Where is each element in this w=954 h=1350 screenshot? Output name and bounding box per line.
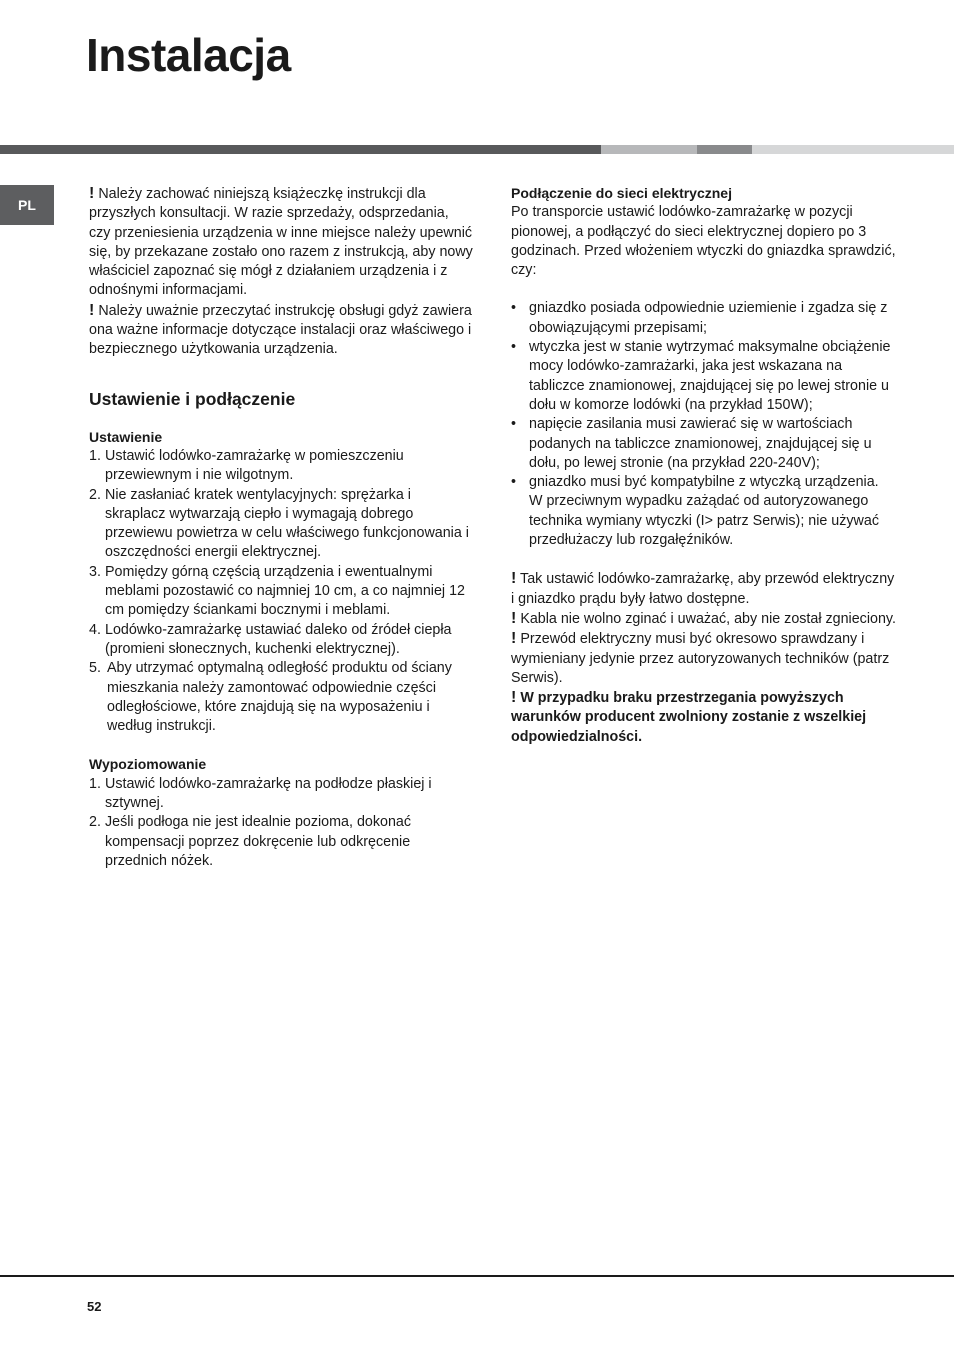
list-item: • gniazdko posiada odpowiednie uziemienie i zgadza się z obowiązującymi przepisami;: [511, 300, 888, 336]
list-item: 2. Nie zasłaniać kratek wentylacyjnych: sprężarka i skraplacz wytwarzają ciepło i wymagają dobrego przewiewu powietrza w celu właściwego funkcjonowania i oszczędności energii elektrycznej.: [89, 486, 469, 561]
list-item: 1. Ustawić lodówko-zamrażarkę w pomieszczeniu przewiewnym i nie wilgotnym.: [89, 447, 404, 484]
electrical-intro: Po transporcie ustawić lodówko-zamrażarkę w pozycji pionowej, a podłączyć do sieci elektrycznej dopiero po 3 godzinach. Przed włożeniem wtyczki do gniazdka sprawdzić, czy:: [511, 204, 896, 279]
electrical-checklist: [511, 299, 896, 550]
page-number: 52: [87, 1299, 102, 1314]
safety-note-2: ! Kabla nie wolno zginać i uważać, aby nie został zgnieciony.: [511, 609, 896, 627]
bullet-continuation: W przeciwnym wypadku zażądać od autoryzowanego technika wymiany wtyczki (I> patrz Serwis); nie używać przedłużaczy lub rozgałęźników.: [529, 493, 879, 549]
page-title: Instalacja: [86, 29, 291, 81]
exclamation-icon: !: [511, 609, 517, 627]
placement-list: [89, 447, 474, 736]
language-tab: PL: [0, 185, 54, 225]
bullet-icon: •: [511, 474, 517, 491]
section-heading: Ustawienie i podłączenie: [89, 388, 296, 409]
placement-heading: Ustawienie: [89, 428, 163, 445]
intro-note-1: ! Należy zachować niniejszą książeczkę instrukcji dla przyszłych konsultacji. W razie sprzedaży, odsprzedania, czy przeniesienia urządzenia w inne miejsce należy upewnić się, by przekazane zostało ono razem z instrukcją, aby nowy właściciel zapoznać się mógł z działaniem urządzenia i z odnośnymi informacjami.: [89, 185, 473, 299]
exclamation-icon: !: [89, 301, 95, 319]
header-bar-dark: [0, 145, 601, 154]
bullet-icon: •: [511, 339, 517, 356]
list-item: • wtyczka jest w stanie wytrzymać maksymalne obciążenie mocy lodówko-zamrażarki, jaka jest wskazana na tabliczce znamionowej, znajdującej się po lewej stronie u dołu w komorze lodówki (na przykład 150W);: [511, 339, 891, 413]
safety-note-3: ! Przewód elektryczny musi być okresowo sprawdzany i wymieniany jedynie przez autoryzowanych techników (patrz Serwis).: [511, 630, 890, 686]
right-column: [511, 184, 896, 747]
header-bar-mid: [697, 145, 752, 154]
list-item: 1. Ustawić lodówko-zamrażarkę na podłodze płaskiej i sztywnej.: [89, 775, 432, 812]
header-bar-pale: [752, 145, 954, 154]
list-item: • napięcie zasilania musi zawierać się w wartościach podanych na tabliczce znamionowej, znajdującej się u dołu, po lewej stronie (na przykład 220-240V);: [511, 416, 872, 471]
exclamation-icon: !: [511, 689, 517, 707]
leveling-list: [89, 775, 474, 871]
bullet-icon: •: [511, 416, 517, 433]
header-bar-light: [601, 145, 697, 154]
exclamation-icon: !: [511, 630, 517, 648]
list-item: 5. Aby utrzymać optymalną odległość produktu od ściany mieszkania należy zamontować odpowiednie części odległościowe, które znajdują się na wyposażeniu i według instrukcji.: [89, 660, 452, 735]
liability-warning: ! W przypadku braku przestrzegania powyższych warunków producent zwolniony zostanie z wszelkiej odpowiedzialności.: [511, 689, 867, 745]
intro-note-2: ! Należy uważnie przeczytać instrukcję obsługi gdyż zawiera ona ważne informacje dotyczące instalacji oraz właściwego i bezpiecznego użytkowania urządzenia.: [89, 301, 472, 358]
electrical-heading: Podłączenie do sieci elektrycznej: [511, 185, 732, 201]
footer-divider: [0, 1275, 954, 1277]
list-item: • gniazdko musi być kompatybilne z wtyczką urządzenia. W przeciwnym wypadku zażądać od autoryzowanego technika wymiany wtyczki (I> patrz Serwis); nie używać przedłużaczy lub rozgałęźników.: [511, 474, 879, 549]
exclamation-icon: !: [89, 185, 95, 202]
list-item: 2. Jeśli podłoga nie jest idealnie pozioma, dokonać kompensacji poprzez dokręcenie lub odkręcenie przednich nóżek.: [89, 814, 411, 869]
bullet-icon: •: [511, 300, 517, 317]
list-item: 4. Lodówko-zamrażarkę ustawiać daleko od źródeł ciepła (promieni słonecznych, kuchenki elektrycznej).: [89, 621, 452, 657]
list-item: 3. Pomiędzy górną częścią urządzenia i ewentualnymi meblami pozostawić co najmniej 10 cm, a co najmniej 12 cm pomiędzy ściankami bocznymi i meblami.: [89, 563, 465, 619]
leveling-heading: Wypoziomowanie: [89, 756, 207, 773]
left-column: [89, 184, 474, 871]
safety-note-1: ! Tak ustawić lodówko-zamrażarkę, aby przewód elektryczny i gniazdko prądu były łatwo dostępne.: [511, 570, 895, 607]
exclamation-icon: !: [511, 570, 517, 588]
